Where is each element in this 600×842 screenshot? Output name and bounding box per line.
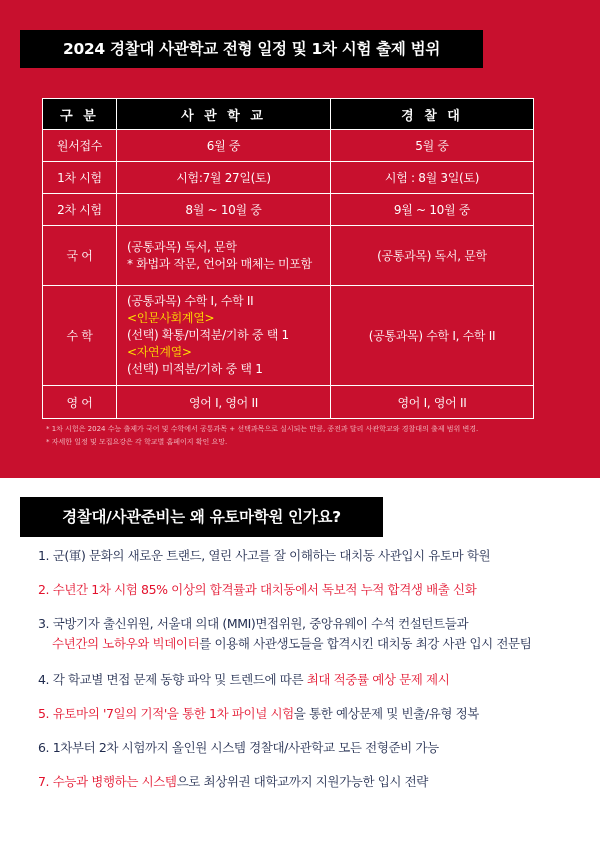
- table-row-korean: [43, 226, 534, 286]
- math-elective-humanities: (선택) 확통/미적분/기하 중 택 1: [127, 328, 289, 342]
- reason-text-highlight: 5. 유토마의 '7일의 기적'을 통한 1차 파이널 시험: [38, 706, 294, 721]
- police-cell: 9월 ~ 10월 중: [331, 194, 534, 226]
- reason-text-highlight: 2. 수년간 1차 시험 85% 이상의 합격률과 대치동에서 독보적 누적 합격생 배출 신화: [38, 582, 477, 597]
- reason-item: [38, 614, 593, 670]
- reason-item: [38, 546, 593, 580]
- academy-math-cell: [117, 286, 331, 386]
- footnote: * 자세한 일정 및 모집요강은 각 학교별 홈페이지 확인 요망.: [46, 438, 228, 446]
- page-title: 2024 경찰대 사관학교 전형 일정 및 1차 시험 출제 범위: [20, 30, 483, 68]
- row-label: 원서접수: [43, 130, 117, 162]
- reason-text: 을 통한 예상문제 및 빈출/유형 정복: [293, 706, 479, 721]
- reasons-list: [38, 546, 593, 806]
- academy-korean-cell: [117, 226, 331, 286]
- reason-text-highlight: 7. 수능과 병행하는 시스템: [38, 774, 177, 789]
- reason-text-highlight: 수년간의 노하우와 빅데이터: [52, 636, 200, 651]
- math-elective-science: (선택) 미적분/기하 중 택 1: [127, 362, 263, 376]
- reason-item: [38, 580, 593, 614]
- reason-item: [38, 772, 593, 806]
- reason-text: 3. 국방기자 출신위원, 서울대 의대 (MMI)면접위원, 중앙유웨이 수석 컨설턴트들과: [38, 616, 469, 631]
- police-cell: 시험 : 8월 3일(토): [331, 162, 534, 194]
- row-label: 2차 시험: [43, 194, 117, 226]
- header-category: 구 분: [43, 99, 117, 130]
- reason-item: [38, 738, 593, 772]
- academy-cell: 8월 ~ 10월 중: [117, 194, 331, 226]
- reason-text: 6. 1차부터 2차 시험까지 올인원 시스템 경찰대/사관학교 모든 전형준비 가능: [38, 740, 439, 755]
- police-korean-cell: (공통과목) 독서, 문학: [331, 226, 534, 286]
- table-row-math: [43, 286, 534, 386]
- math-track-science: <자연계열>: [127, 345, 192, 359]
- math-common: (공통과목) 수학 I, 수학 II: [127, 294, 254, 308]
- reason-item: [38, 670, 593, 704]
- korean-note: * 화법과 작문, 언어와 매체는 미포함: [127, 256, 312, 271]
- korean-common: (공통과목) 독서, 문학: [127, 239, 237, 254]
- footnotes: [46, 423, 478, 449]
- academy-english-cell: 영어 I, 영어 II: [117, 386, 331, 419]
- academy-cell: 시험:7월 27일(토): [117, 162, 331, 194]
- reason-text: 으로 최상위권 대학교까지 지원가능한 입시 전략: [176, 774, 428, 789]
- table-row: [43, 130, 534, 162]
- schedule-table: [42, 98, 534, 419]
- table-row: [43, 162, 534, 194]
- police-cell: 5월 중: [331, 130, 534, 162]
- header-police: 경 찰 대: [331, 99, 534, 130]
- reason-text: 를 이용해 사관생도들을 합격시킨 대치동 최강 사관 입시 전문팀: [199, 636, 532, 651]
- police-english-cell: 영어 I, 영어 II: [331, 386, 534, 419]
- row-label: 1차 시험: [43, 162, 117, 194]
- academy-cell: 6월 중: [117, 130, 331, 162]
- table-row: [43, 194, 534, 226]
- table-row-english: [43, 386, 534, 419]
- reason-text: 1. 군(軍) 문화의 새로운 트랜드, 열린 사고를 잘 이해하는 대치동 사관입시 유토마 학원: [38, 548, 491, 563]
- police-math-cell: (공통과목) 수학 I, 수학 II: [331, 286, 534, 386]
- row-label: 수 학: [43, 286, 117, 386]
- math-track-humanities: <인문사회계열>: [127, 311, 215, 325]
- reason-text-highlight: 최대 적중률 예상 문제 제시: [306, 672, 450, 687]
- header-academy: 사 관 학 교: [117, 99, 331, 130]
- footnote: * 1차 시험은 2024 수능 출제가 국어 및 수학에서 공통과목 + 선택과목으로 실시되는 만큼, 종전과 달리 사관학교와 경찰대의 출제 범위 변경.: [46, 425, 479, 433]
- row-label: 국 어: [43, 226, 117, 286]
- row-label: 영 어: [43, 386, 117, 419]
- reason-text: 4. 각 학교별 면접 문제 동향 파악 및 트렌드에 따른: [38, 672, 307, 687]
- reason-item: [38, 704, 593, 738]
- why-title: 경찰대/사관준비는 왜 유토마학원 인가요?: [20, 497, 383, 537]
- table-header-row: [43, 99, 534, 130]
